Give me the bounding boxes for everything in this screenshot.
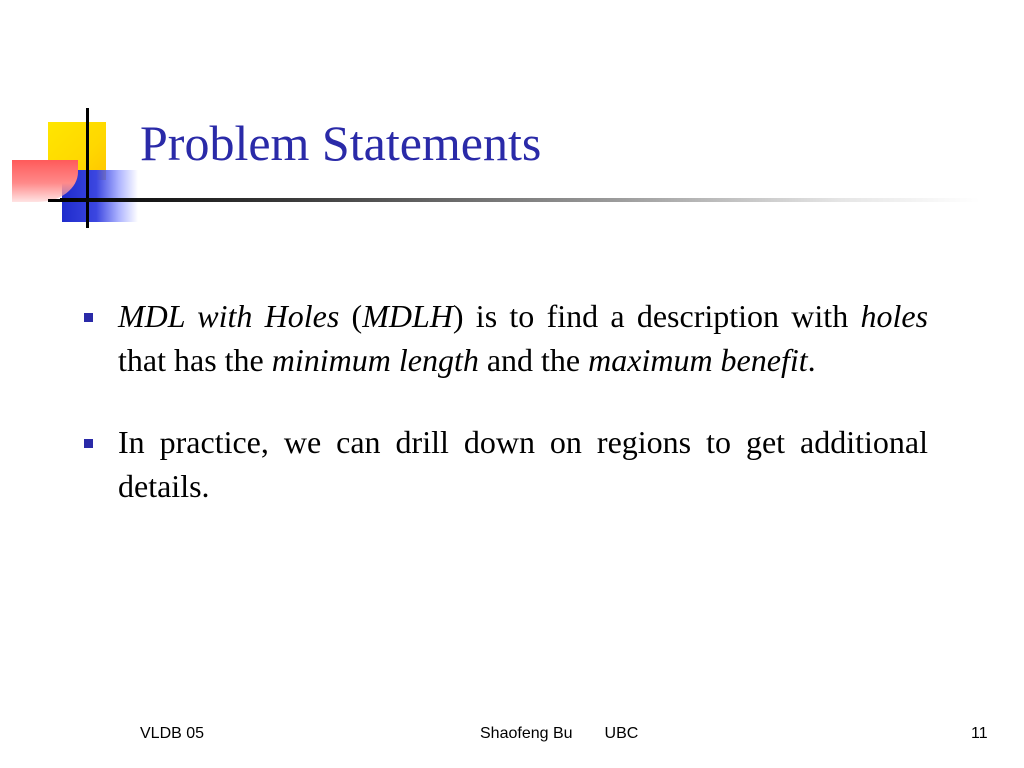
footer-page-number: 11 [971, 725, 988, 742]
title-divider [60, 198, 980, 202]
bullet-square-icon [84, 313, 93, 322]
footer-conference: VLDB 05 [140, 725, 205, 742]
bullet-text-run: MDL with Holes [118, 298, 340, 334]
bullet-text [118, 424, 928, 504]
bullet-text-run: In practice, we can drill down on regions to get additional details. [118, 424, 928, 504]
slide-logo-decoration [0, 100, 150, 230]
bullet-text-run: and the [478, 342, 589, 378]
bullet-item-mdlh [80, 294, 928, 382]
bullet-text-run: that has the [118, 342, 272, 378]
bullet-text-run: ( [339, 298, 363, 334]
bullet-text-run: minimum length [271, 342, 479, 378]
bullet-item-drill-down [80, 420, 928, 508]
slide-title: Problem Statements [140, 115, 542, 171]
logo-vertical-line [86, 108, 89, 228]
bullet-text-run: ) is to find a description with [452, 298, 861, 334]
bullet-text-run: maximum benefit [588, 342, 808, 378]
bullet-text [118, 298, 928, 378]
bullet-text-run: . [807, 342, 816, 378]
bullet-square-icon [84, 439, 93, 448]
bullet-text-run: holes [860, 298, 929, 334]
footer-organization: UBC [604, 725, 639, 742]
bullet-text-run: MDLH [362, 298, 453, 334]
footer-author: Shaofeng Bu [480, 725, 573, 742]
footer-author-affiliation [480, 725, 638, 743]
bullet-list [80, 294, 928, 508]
